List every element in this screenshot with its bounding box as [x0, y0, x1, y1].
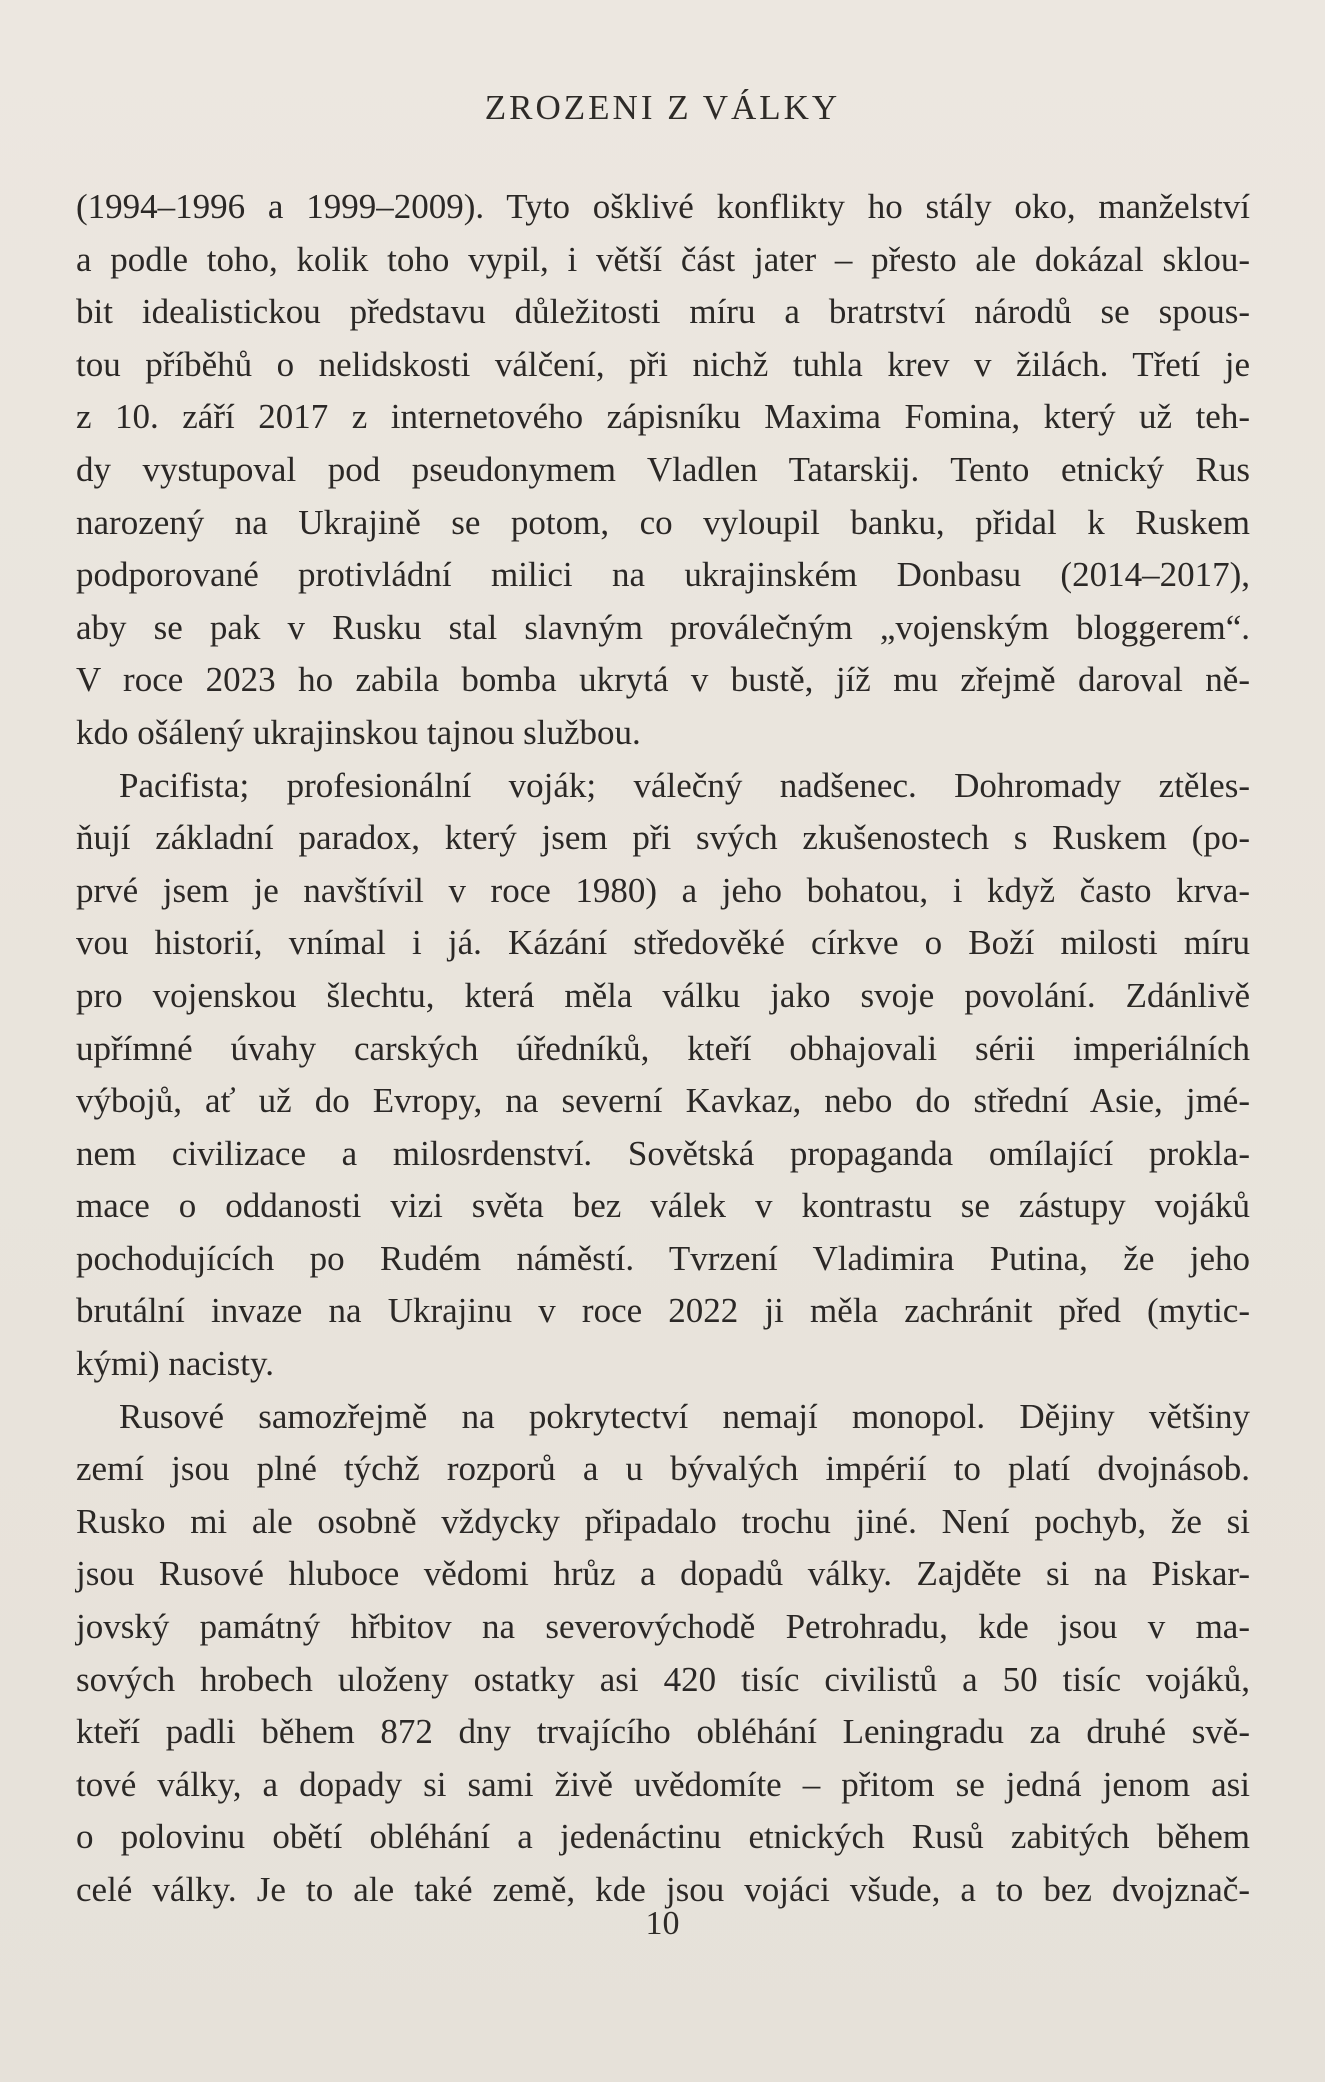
text-line: narozený na Ukrajině se potom, co vyloupil banku, přidal k Ruskem [76, 502, 1250, 542]
text-line: tou příběhů o nelidskosti válčení, při nichž tuhla krev v žilách. Třetí je [76, 344, 1250, 384]
text-line: dy vystupoval pod pseudonymem Vladlen Tatarskij. Tento etnický Rus [76, 449, 1250, 489]
text-line: Rusové samozřejmě na pokrytectví nemají monopol. Dějiny většiny [119, 1396, 1250, 1436]
text-line: ňují základní paradox, který jsem při svých zkušenostech s Ruskem (po- [76, 818, 1250, 858]
text-line: zemí jsou plné týchž rozporů a u bývalých impérií to platí dvojnásob. [76, 1449, 1250, 1489]
text-line: kdo ošálený ukrajinskou tajnou službou. [76, 712, 641, 752]
text-line: pro vojenskou šlechtu, která měla válku jako svoje povolání. Zdánlivě [76, 975, 1250, 1015]
text-line: V roce 2023 ho zabila bomba ukrytá v bustě, jíž mu zřejmě daroval ně- [76, 660, 1250, 700]
body-text [76, 181, 1250, 1917]
text-line: aby se pak v Rusku stal slavným proválečným „vojenským bloggerem“. [76, 607, 1250, 647]
paragraph [76, 181, 1250, 760]
text-line: pochodujících po Rudém náměstí. Tvrzení Vladimira Putina, že jeho [76, 1238, 1250, 1278]
text-line: brutální invaze na Ukrajinu v roce 2022 ji měla zachránit před (mytic- [76, 1291, 1250, 1331]
text-line: celé války. Je to ale také země, kde jsou vojáci všude, a to bez dvojznač- [76, 1870, 1250, 1909]
text-line: jsou Rusové hluboce vědomi hrůz a dopadů války. Zajděte si na Piskar- [76, 1554, 1250, 1594]
page-number: 10 [645, 1905, 680, 1942]
text-line: výbojů, ať už do Evropy, na severní Kavkaz, nebo do střední Asie, jmé- [76, 1081, 1250, 1121]
text-line: sových hrobech uloženy ostatky asi 420 tisíc civilistů a 50 tisíc vojáků, [76, 1659, 1250, 1699]
text-line: Pacifista; profesionální voják; válečný nadšenec. Dohromady ztěles- [119, 765, 1250, 805]
running-head: ZROZENI Z VÁLKY [484, 88, 841, 127]
text-line: tové války, a dopady si sami živě uvědomíte – přitom se jedná jenom asi [76, 1764, 1250, 1804]
text-line: Rusko mi ale osobně vždycky připadalo trochu jiné. Není pochyb, že si [76, 1501, 1250, 1541]
text-line: (1994–1996 a 1999–2009). Tyto ošklivé konflikty ho stály oko, manželství [76, 187, 1250, 226]
text-line: o polovinu obětí obléhání a jedenáctinu etnických Rusů zabitých během [76, 1817, 1250, 1857]
paragraph [76, 1391, 1250, 1917]
text-line: kteří padli během 872 dny trvajícího obléhání Leningradu za druhé svě- [76, 1712, 1250, 1752]
text-line: kými) nacisty. [76, 1344, 274, 1384]
text-line: mace o oddanosti vizi světa bez válek v kontrastu se zástupy vojáků [76, 1186, 1250, 1226]
text-line: a podle toho, kolik toho vypil, i větší část jater – přesto ale dokázal sklou- [76, 239, 1250, 279]
text-line: upřímné úvahy carských úředníků, kteří obhajovali sérii imperiálních [76, 1028, 1250, 1068]
text-line: bit idealistickou představu důležitosti míru a bratrství národů se spous- [76, 292, 1250, 332]
text-line: podporované protivládní milici na ukrajinském Donbasu (2014–2017), [76, 555, 1250, 595]
text-line: prvé jsem je navštívil v roce 1980) a jeho bohatou, i když často krva- [76, 870, 1250, 910]
text-line: vou historií, vnímal i já. Kázání středověké církve o Boží milosti míru [76, 923, 1250, 963]
paragraph [76, 760, 1250, 1391]
text-line: nem civilizace a milosrdenství. Sovětská propaganda omílající prokla- [76, 1133, 1250, 1173]
text-line: jovský památný hřbitov na severovýchodě Petrohradu, kde jsou v ma- [76, 1607, 1250, 1647]
text-line: z 10. září 2017 z internetového zápisníku Maxima Fomina, který už teh- [76, 397, 1250, 437]
